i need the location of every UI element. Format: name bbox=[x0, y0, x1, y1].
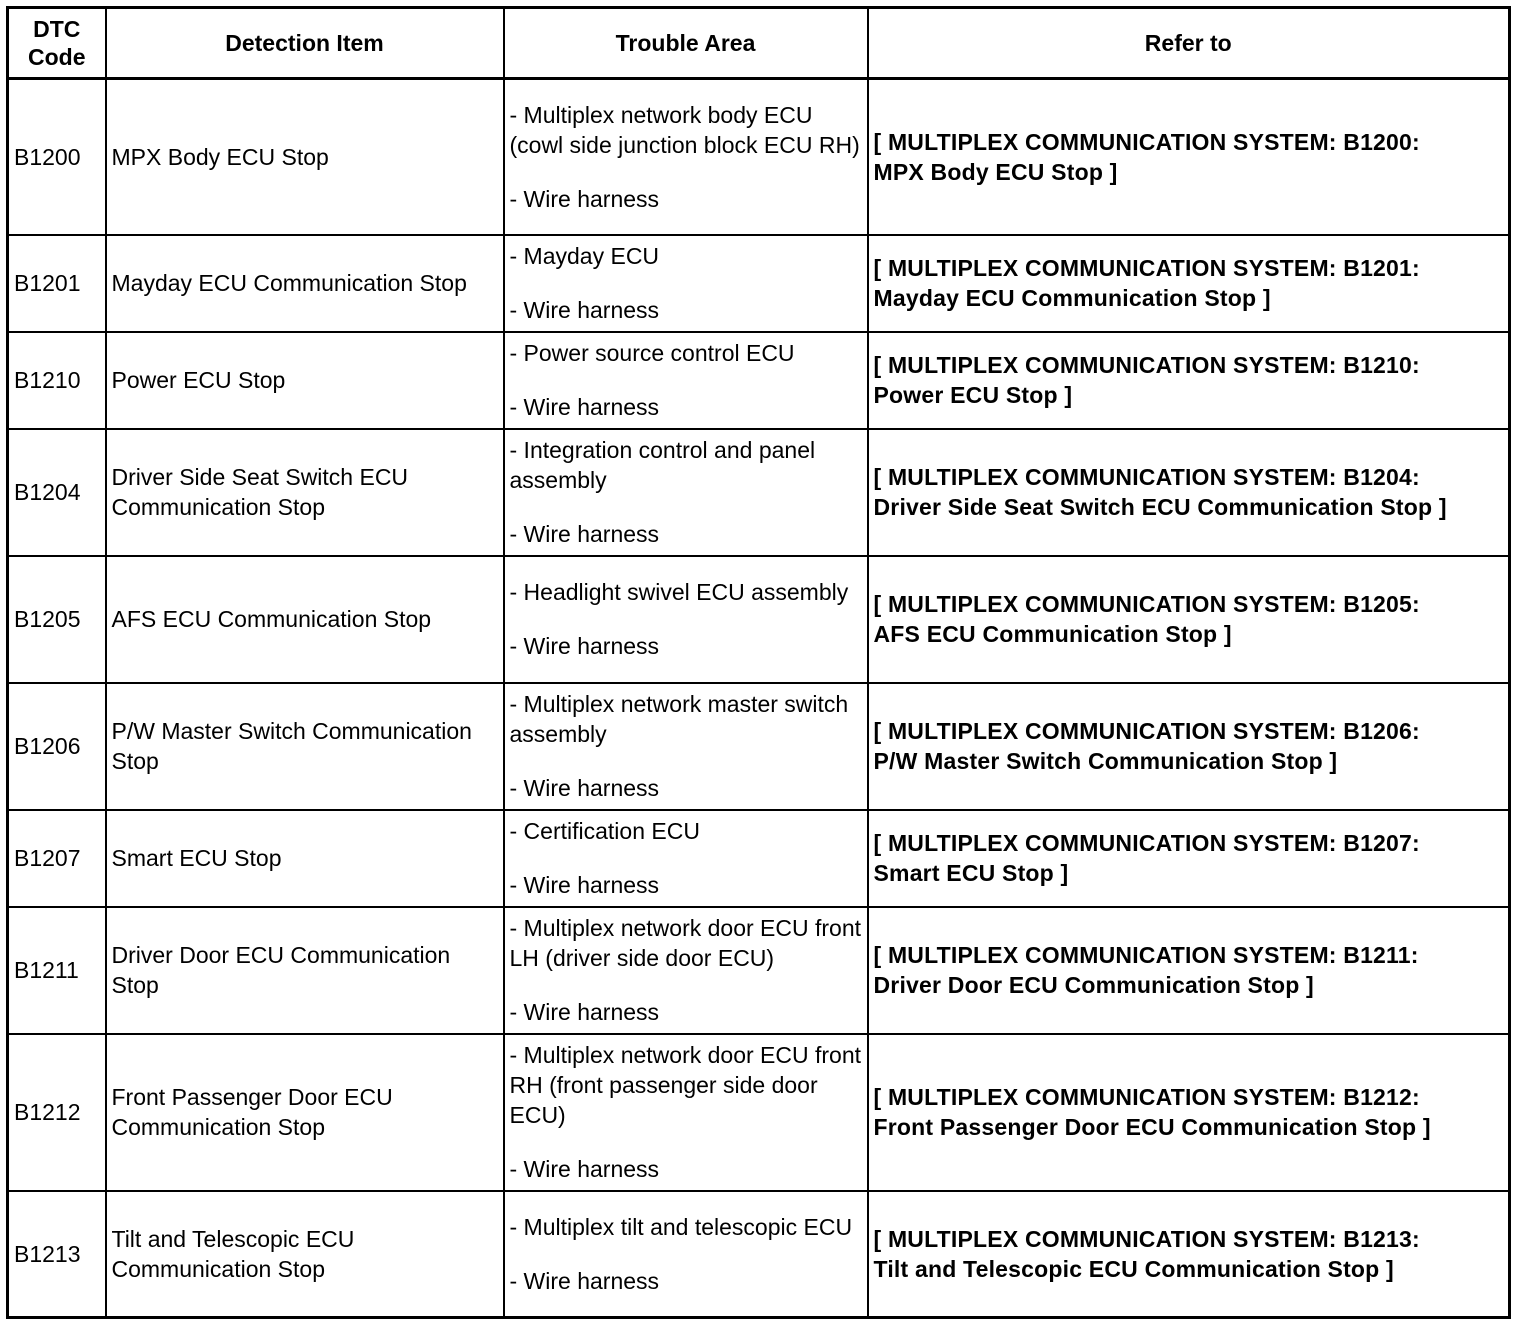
trouble-area-item: - Wire harness bbox=[509, 1267, 660, 1294]
trouble-area-spacer bbox=[510, 973, 862, 997]
trouble-area-item: - Wire harness bbox=[509, 999, 660, 1025]
trouble-area-item: - Multiplex network door ECU front RH (front passenger side door ECU) bbox=[509, 1042, 862, 1128]
trouble-area-spacer bbox=[510, 160, 862, 184]
trouble-area-spacer bbox=[510, 368, 862, 392]
table-header bbox=[8, 8, 1510, 79]
header-row bbox=[8, 8, 1510, 79]
trouble-area-item: - Certification ECU bbox=[509, 818, 700, 844]
refer-to-line-2: Driver Door ECU Communication Stop ] bbox=[873, 972, 1314, 998]
refer-to-link[interactable] bbox=[868, 1034, 1510, 1191]
detection-item-cell: Mayday ECU Communication Stop bbox=[106, 235, 504, 332]
refer-to-link[interactable] bbox=[868, 235, 1510, 332]
refer-to-link[interactable] bbox=[868, 907, 1510, 1034]
dtc-code-cell: B1205 bbox=[8, 556, 106, 683]
refer-to-line-1: [ MULTIPLEX COMMUNICATION SYSTEM: B1207: bbox=[873, 830, 1420, 856]
refer-to-line-1: [ MULTIPLEX COMMUNICATION SYSTEM: B1212: bbox=[873, 1084, 1420, 1110]
dtc-code-cell: B1200 bbox=[8, 79, 106, 235]
trouble-area-item: - Wire harness bbox=[509, 297, 660, 323]
refer-to-link[interactable] bbox=[868, 79, 1510, 235]
refer-to-line-1: [ MULTIPLEX COMMUNICATION SYSTEM: B1206: bbox=[873, 718, 1420, 744]
trouble-area-item: - Multiplex network body ECU (cowl side junction block ECU RH) bbox=[509, 101, 860, 158]
trouble-area-item: - Wire harness bbox=[509, 633, 660, 659]
table-row bbox=[8, 332, 1510, 429]
trouble-area-cell bbox=[504, 332, 868, 429]
dtc-code-cell: B1211 bbox=[8, 907, 106, 1034]
table-row bbox=[8, 235, 1510, 332]
header-refer-to: Refer to bbox=[868, 8, 1510, 79]
detection-item-cell: Power ECU Stop bbox=[106, 332, 504, 429]
header-dtc-code bbox=[8, 8, 106, 79]
trouble-area-item: - Wire harness bbox=[509, 775, 660, 801]
refer-to-line-2: AFS ECU Communication Stop ] bbox=[873, 621, 1232, 647]
detection-item-cell: Driver Door ECU Communication Stop bbox=[106, 907, 504, 1034]
detection-item-cell: P/W Master Switch Communication Stop bbox=[106, 683, 504, 810]
refer-to-line-1: [ MULTIPLEX COMMUNICATION SYSTEM: B1205: bbox=[873, 591, 1420, 617]
detection-item-cell: Front Passenger Door ECU Communication Stop bbox=[106, 1034, 504, 1191]
trouble-area-cell bbox=[504, 1034, 868, 1191]
trouble-area-spacer bbox=[510, 495, 862, 519]
refer-to-link[interactable] bbox=[868, 556, 1510, 683]
refer-to-line-1: [ MULTIPLEX COMMUNICATION SYSTEM: B1211: bbox=[873, 942, 1419, 968]
trouble-area-item: - Wire harness bbox=[509, 1156, 660, 1182]
table-row bbox=[8, 810, 1510, 907]
dtc-code-cell: B1210 bbox=[8, 332, 106, 429]
trouble-area-item: - Multiplex network door ECU front LH (driver side door ECU) bbox=[509, 915, 862, 971]
trouble-area-spacer bbox=[510, 749, 862, 773]
dtc-code-cell: B1207 bbox=[8, 810, 106, 907]
trouble-area-cell bbox=[504, 1191, 868, 1318]
refer-to-line-2: Driver Side Seat Switch ECU Communication Stop ] bbox=[873, 494, 1447, 520]
table-body bbox=[8, 79, 1510, 1318]
table-row bbox=[8, 1191, 1510, 1318]
refer-to-line-2: Front Passenger Door ECU Communication Stop ] bbox=[873, 1114, 1431, 1140]
refer-to-link[interactable] bbox=[868, 683, 1510, 810]
trouble-area-item: - Headlight swivel ECU assembly bbox=[509, 579, 849, 605]
dtc-code-cell: B1213 bbox=[8, 1191, 106, 1318]
trouble-area-spacer bbox=[510, 1242, 862, 1266]
trouble-area-cell bbox=[504, 810, 868, 907]
refer-to-link[interactable] bbox=[868, 429, 1510, 556]
table-row bbox=[8, 556, 1510, 683]
dtc-table bbox=[6, 6, 1511, 1319]
dtc-code-cell: B1212 bbox=[8, 1034, 106, 1191]
trouble-area-item: - Integration control and panel assembly bbox=[509, 437, 816, 493]
dtc-code-cell: B1204 bbox=[8, 429, 106, 556]
trouble-area-cell bbox=[504, 429, 868, 556]
dtc-code-cell: B1206 bbox=[8, 683, 106, 810]
refer-to-line-1: [ MULTIPLEX COMMUNICATION SYSTEM: B1204: bbox=[873, 464, 1420, 490]
refer-to-line-1: [ MULTIPLEX COMMUNICATION SYSTEM: B1201: bbox=[873, 255, 1420, 281]
trouble-area-item: - Multiplex tilt and telescopic ECU bbox=[509, 1213, 853, 1240]
trouble-area-item: - Wire harness bbox=[509, 394, 660, 420]
refer-to-link[interactable] bbox=[868, 1191, 1510, 1318]
refer-to-link[interactable] bbox=[868, 810, 1510, 907]
refer-to-link[interactable] bbox=[868, 332, 1510, 429]
refer-to-line-2: Mayday ECU Communication Stop ] bbox=[873, 285, 1271, 311]
trouble-area-item: - Wire harness bbox=[509, 872, 660, 898]
refer-to-line-2: MPX Body ECU Stop ] bbox=[873, 158, 1118, 185]
trouble-area-spacer bbox=[510, 1130, 862, 1154]
header-trouble-area: Trouble Area bbox=[504, 8, 868, 79]
refer-to-line-1: [ MULTIPLEX COMMUNICATION SYSTEM: B1200: bbox=[873, 128, 1420, 155]
table-row bbox=[8, 429, 1510, 556]
trouble-area-item: - Power source control ECU bbox=[509, 340, 795, 366]
detection-item-cell: Tilt and Telescopic ECU Communication Stop bbox=[106, 1191, 504, 1318]
table-row bbox=[8, 683, 1510, 810]
table-row bbox=[8, 907, 1510, 1034]
detection-item-cell: AFS ECU Communication Stop bbox=[106, 556, 504, 683]
detection-item-cell: Driver Side Seat Switch ECU Communication Stop bbox=[106, 429, 504, 556]
trouble-area-spacer bbox=[510, 271, 862, 295]
refer-to-line-1: [ MULTIPLEX COMMUNICATION SYSTEM: B1213: bbox=[873, 1225, 1420, 1252]
refer-to-line-1: [ MULTIPLEX COMMUNICATION SYSTEM: B1210: bbox=[873, 352, 1420, 378]
trouble-area-item: - Multiplex network master switch assembly bbox=[509, 691, 849, 747]
refer-to-line-2: Smart ECU Stop ] bbox=[873, 860, 1069, 886]
trouble-area-cell bbox=[504, 683, 868, 810]
detection-item-cell: MPX Body ECU Stop bbox=[106, 79, 504, 235]
table-row bbox=[8, 79, 1510, 235]
trouble-area-cell bbox=[504, 79, 868, 235]
refer-to-line-2: Tilt and Telescopic ECU Communication Stop ] bbox=[873, 1255, 1394, 1282]
trouble-area-item: - Mayday ECU bbox=[509, 243, 660, 269]
trouble-area-spacer bbox=[510, 846, 862, 870]
refer-to-line-2: P/W Master Switch Communication Stop ] bbox=[873, 748, 1338, 774]
detection-item-cell: Smart ECU Stop bbox=[106, 810, 504, 907]
trouble-area-cell bbox=[504, 235, 868, 332]
header-detection-item: Detection Item bbox=[106, 8, 504, 79]
trouble-area-item: - Wire harness bbox=[509, 521, 660, 547]
header-dtc-code-label: DTC Code bbox=[28, 16, 86, 70]
dtc-code-cell: B1201 bbox=[8, 235, 106, 332]
trouble-area-item: - Wire harness bbox=[509, 185, 660, 212]
table-row bbox=[8, 1034, 1510, 1191]
trouble-area-spacer bbox=[510, 607, 862, 631]
trouble-area-cell bbox=[504, 907, 868, 1034]
trouble-area-cell bbox=[504, 556, 868, 683]
refer-to-line-2: Power ECU Stop ] bbox=[873, 382, 1073, 408]
